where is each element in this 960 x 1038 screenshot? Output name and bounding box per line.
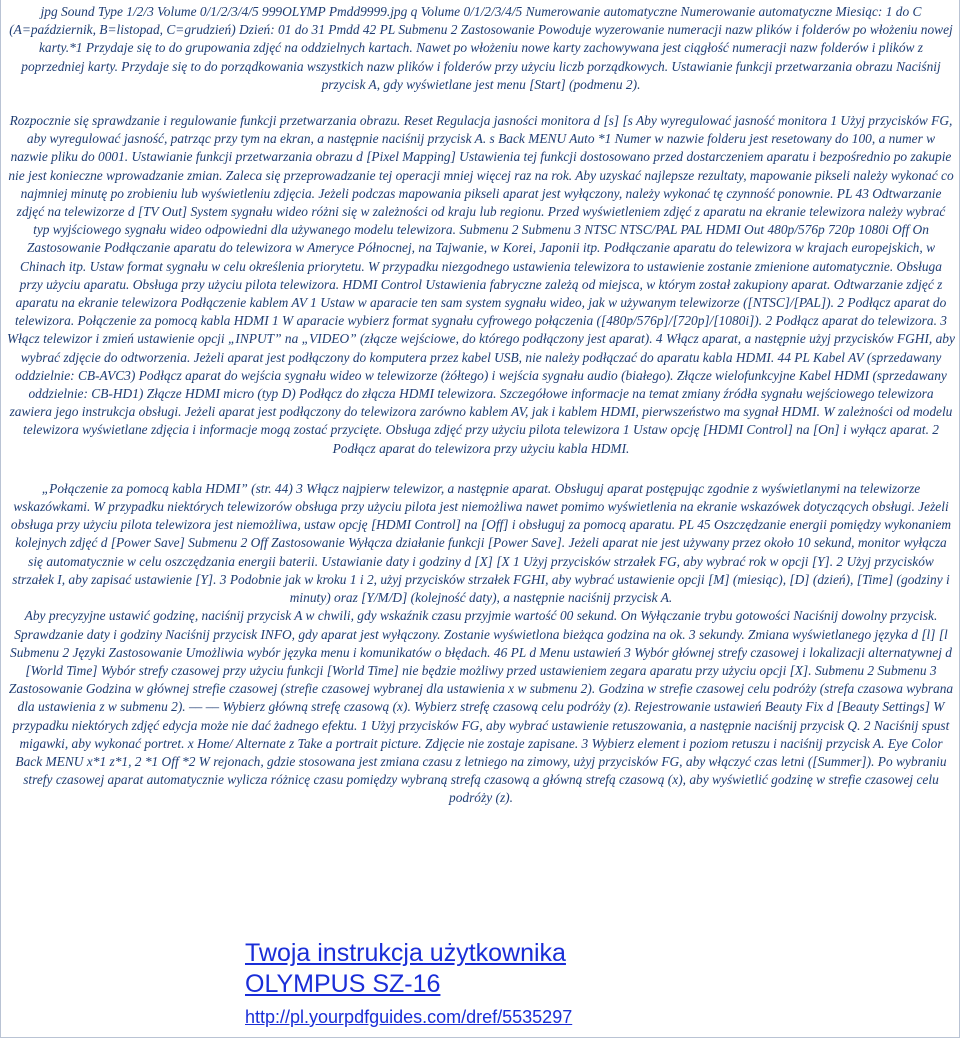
paragraph-time-language-worldtime: Aby precyzyjne ustawić godzinę, naciśnij przycisk A w chwili, gdy wskaźnik czasu przyjmie wartość 00 sekund. On Wyłączanie trybu gotowości Naciśnij dowolny przycisk. Sprawdzanie daty i godziny Naciśnij przycisk INFO, gdy aparat jest wyłączony. Zostanie wyświetlona bieżąca godzina na ok. 3 sekundy. Zmiana wyświetlanego języka d [l] [l Submenu 2 Języki Zastosowanie Umożliwia wybór języka menu i komunikatów o błędach. 46 PL d Menu ustawień 3 Wybór głównej strefy czasowej i lokalizacji alternatywnej d [World Time] Wybór strefy czasowej przy użyciu funkcji [World Time] nie będzie możliwy przed ustawieniem zegara aparatu przy użyciu opcji [X]. Submenu 2 Submenu 3 Zastosowanie Godzina w głównej strefie czasowej (strefie czasowej wybranej dla ustawienia x w submenu 2). Godzina w strefie czasowej celu podróży (strefa czasowa wybrana dla ustawienia z w submenu 2). –– –– Wybierz główną strefę czasową (x). Wybierz strefę czasową celu podróży (z). Rejestrowanie ustawień Beauty Fix d [Beauty Settings] W przypadku niektórych zdjęć edycja może nie dać żadnego efektu. 1 Użyj przycisków FG, aby wybrać ustawienie retuszowania, a następnie naciśnij przycisk Q. 2 Naciśnij spust migawki, aby wykonać portret. x Home/ Alternate z Take a portrait picture. Zdjęcie nie zostaje zapisane. 3 Wybierz element i poziom retuszu i naciśnij przycisk A. Eye Color Back MENU x*1 z*1, 2 *1 Off *2 W rejonach, gdzie stosowana jest zmiana czasu z letniego na zimowy, użyj przycisków FG, aby włączyć czas letni ([Summer]). Po wybraniu strefy czasowej aparat automatycznie wylicza różnicę czasu pomiędzy wybraną strefą czasową a główną strefą czasową (x), aby wyświetlić godzinę w strefie czasowej celu podróży (z). — [8, 608, 954, 806]
promo-url-link[interactable]: http://pl.yourpdfguides.com/dref/5535297 — [245, 1007, 573, 1027]
promo-block — [245, 938, 665, 1029]
paragraph-numbering: jpg Sound Type 1/2/3 Volume 0/1/2/3/4/5 999OLYMP Pmdd9999.jpg q Volume 0/1/2/3/4/5 Numerowanie automatyczne Numerowanie automatyczne Miesiąc: 1 do C (A=październik, B=listopad, C=grudzień) Dzień: 01 do 31 Pmdd 42 PL Submenu 2 Zastosowanie Powoduje wyzerowanie numeracji nazw plików i folderów po włożeniu nowej karty.*1 Przydaje się to do grupowania zdjęć na oddzielnych kartach. Nawet po włożeniu nowe karty zachowywana jest ciągłość numeracji nazw folderów i plików z poprzedniej karty. Przydaje się to do porządkowania wszystkich nazw plików i folderów przy użyciu liczb porządkowych. Ustawianie funkcji przetwarzania obrazu Naciśnij przycisk A, gdy wyświetlane jest menu [Start] (podmenu 2). — [9, 4, 953, 92]
paragraph-hdmi-power-date: „Połączenie za pomocą kabla HDMI” (str. 44) 3 Włącz najpierw telewizor, a następnie aparat. Obsługuj aparat postępując zgodnie z wyświetlanymi na telewizorze wskazówkami. W przypadku niektórych telewizorów obsługa przy użyciu pilota jest niemożliwa nawet pomimo wyświetlenia na ekranie wskazówek dotyczących obsługi. Jeżeli obsługa przy użyciu pilota telewizora jest niemożliwa, ustaw opcję [HDMI Control] na [Off] i obsługuj za pomocą aparatu. PL 45 Oszczędzanie energii pomiędzy wykonaniem kolejnych zdjęć d [Power Save] Submenu 2 Off Zastosowanie Wyłącza działanie funkcji [Power Save]. Jeżeli aparat nie jest używany przez około 10 sekund, monitor wyłącza się automatycznie w celu oszczędzania energii baterii. Ustawianie daty i godziny d [X] [X 1 Użyj przycisków strzałek FG, aby wybrać rok w opcji [Y]. 2 Użyj przycisków strzałek I, aby zapisać ustawienie [Y]. 3 Podobnie jak w kroku 1 i 2, użyj przycisków strzałek FGHI, aby wybrać ustawienie opcji [M] (miesiąc), [D] (dzień), [Time] (godziny i minuty) oraz [Y/M/D] (kolejność daty), a następnie naciśnij przycisk A. — [10, 480, 952, 606]
manual-text-body — [7, 3, 955, 808]
promo-product-link[interactable]: OLYMPUS SZ-16 — [245, 970, 441, 998]
paragraph-image-processing-tv: Rozpocznie się sprawdzanie i regulowanie funkcji przetwarzania obrazu. Reset Regulacja jasności monitora d [s] [s Aby wyregulować jasność monitora 1 Użyj przycisków FG, aby wyregulować jasność, patrząc przy tym na ekran, a następnie naciśnij przycisk A. s Back MENU Auto *1 Numer w nazwie folderu jest resetowany do 100, a numer w nazwie pliku do 0001. Ustawianie funkcji przetwarzania obrazu d [Pixel Mapping] Ustawienia tej funkcji dostosowano przed dostarczeniem aparatu i bezpośrednio po zakupie nie jest konieczne wprowadzanie zmian. Zaleca się przeprowadzanie tej operacji mniej więcej raz na rok. Aby uzyskać najlepsze rezultaty, mapowanie pikseli należy wykonać co najmniej minutę po zrobieniu lub wyświetleniu zdjęcia. Jeżeli podczas mapowania pikseli aparat jest wyłączony, należy wykonać tę czynność ponownie. PL 43 Odtwarzanie zdjęć na telewizorze d [TV Out] System sygnału wideo różni się w zależności od kraju lub regionu. Przed wyświetleniem zdjęć z aparatu na ekranie telewizora należy wybrać typ wyjściowego sygnału wideo odpowiedni dla używanego modelu telewizora. Submenu 2 Submenu 3 NTSC NTSC/PAL PAL HDMI Out 480p/576p 720p 1080i Off On Zastosowanie Podłączanie aparatu do telewizora w Ameryce Północnej, na Tajwanie, w Korei, Japonii itp. Podłączanie aparatu do telewizora w krajach europejskich, w Chinach itp. Ustaw format sygnału w celu określenia priorytetu. W przypadku niezgodnego ustawienia telewizora to ustawienie zostanie zmienione automatycznie. Obsługa przy użyciu aparatu. Obsługa przy użyciu pilota telewizora. HDMI Control Ustawienia fabryczne zależą od miejsca, w którym został zakupiony aparat. Odtwarzanie zdjęć z aparatu na ekranie telewizora Podłączenie kablem AV 1 Ustaw w aparacie ten sam system sygnału wideo, jak w używanym telewizorze ([NTSC]/[PAL]). 2 Podłącz aparat do telewizora. Połączenie za pomocą kabla HDMI 1 W aparacie wybierz format sygnału cyfrowego połączenia ([480p/576p]/[720p]/[1080i]). 2 Podłącz aparat do telewizora. 3 Włącz telewizor i zmień ustawienie opcji „INPUT” na „VIDEO” (złącze wejściowe, do którego podłączony jest aparat). 4 Włącz aparat, a następnie użyj przycisków FGHI, aby wybrać zdjęcie do odtworzenia. Jeżeli aparat jest podłączony do komputera przez kabel USB, nie należy podłączać do aparatu kabla HDMI. 44 PL Kabel AV (sprzedawany oddzielnie: CB-AVC3) Podłącz aparat do wejścia sygnału wideo w telewizorze (żółtego) i wejścia sygnału audio (białego). Złącze wielofunkcyjne Kabel HDMI (sprzedawany oddzielnie: CB-HD1) Złącze HDMI micro (typ D) Podłącz do złącza HDMI telewizora. Szczegółowe informacje na temat zmiany źródła sygnału wejściowego telewizora zawiera jego instrukcja obsługi. Jeżeli aparat jest podłączony do telewizora zarówno kablem AV, jak i kablem HDMI, pierwszeństwo ma sygnał HDMI. W zależności od modelu telewizora wyświetlane zdjęcia i informacje mogą zostać przycięte. Obsługa zdjęć przy użyciu pilota telewizora 1 Ustaw opcję [HDMI Control] na [On] i wyłącz aparat. 2 Podłącz aparat do telewizora przy użyciu kabla HDMI. — [7, 113, 955, 456]
promo-title-link[interactable]: Twoja instrukcja użytkownika — [245, 939, 566, 967]
